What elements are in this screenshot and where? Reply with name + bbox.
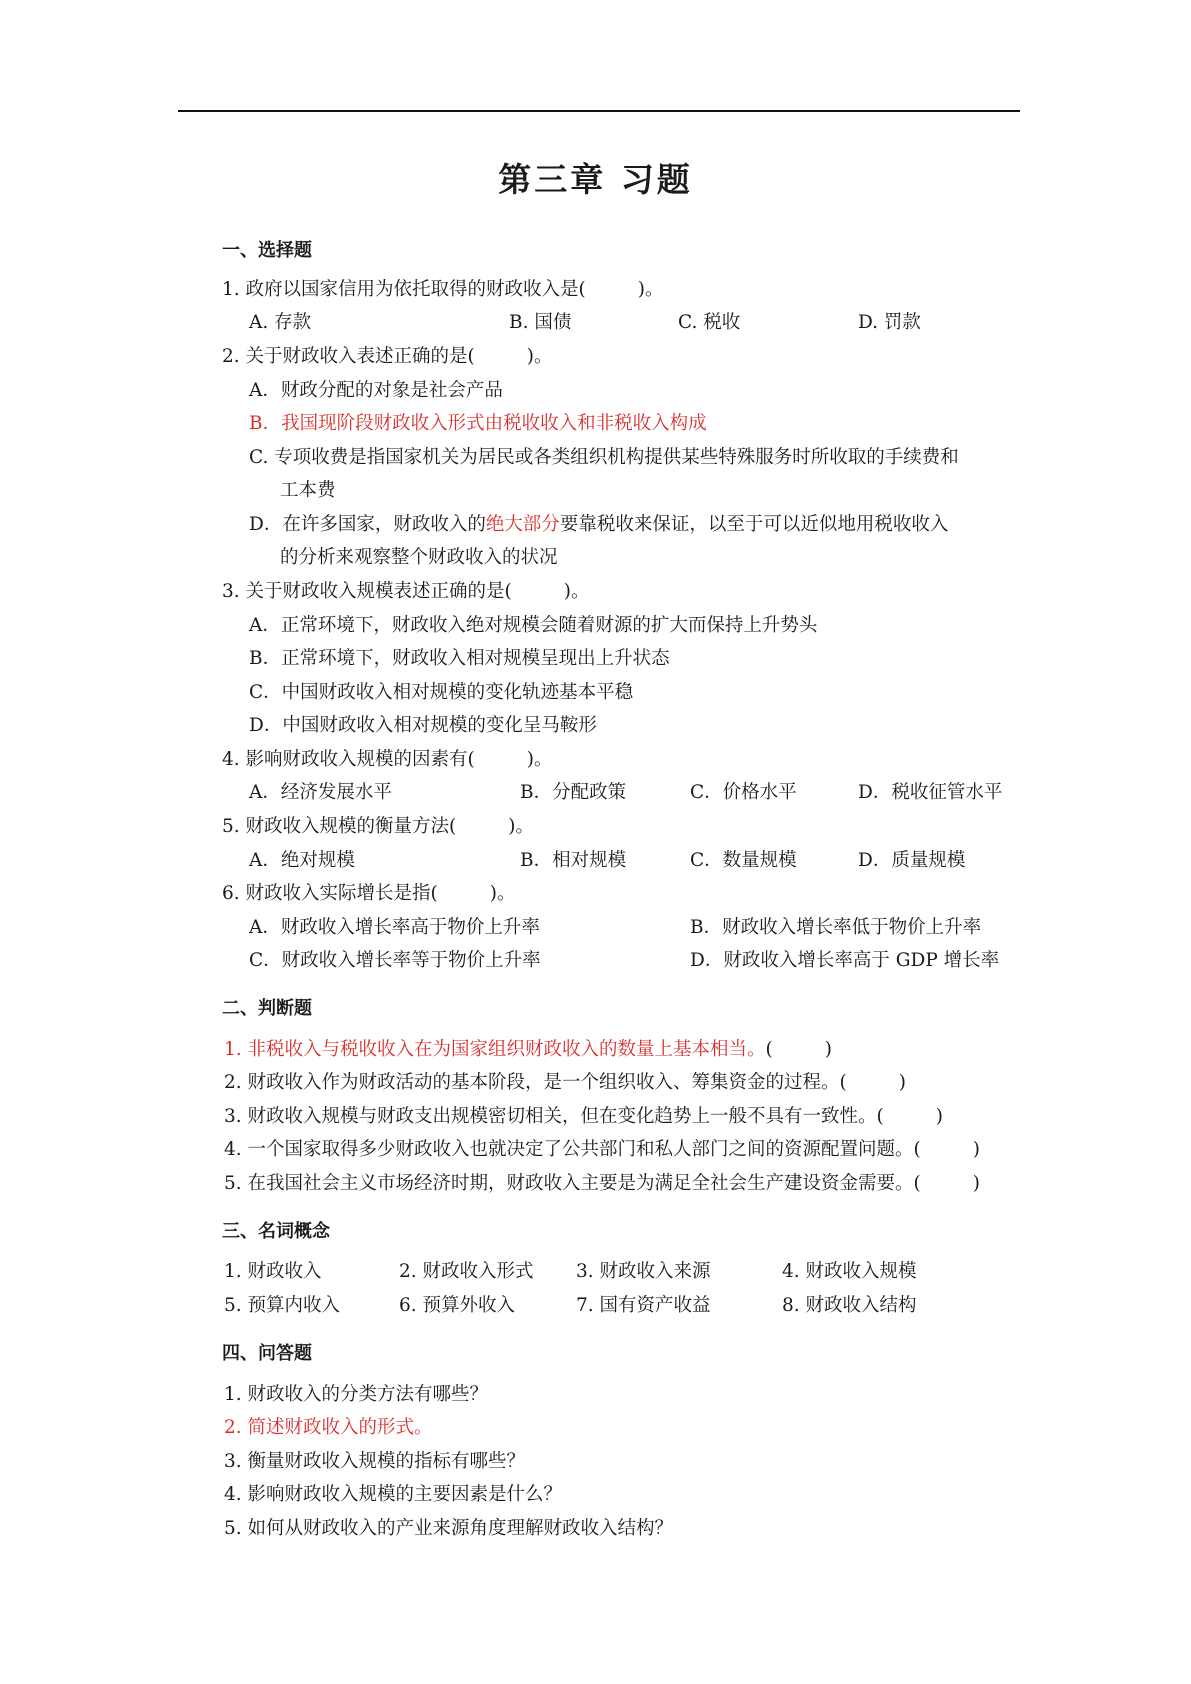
choice-q5-option-c: C．数量规模: [690, 850, 797, 871]
qa-item-2: 2. 简述财政收入的形式。: [224, 1417, 433, 1438]
qa-item-1: 1. 财政收入的分类方法有哪些？: [224, 1384, 489, 1405]
section-heading-choice: 一、选择题: [222, 240, 312, 261]
term-item: 3. 财政收入来源: [576, 1261, 711, 1282]
choice-q6-option-b: B．财政收入增长率低于物价上升率: [690, 917, 982, 938]
qa-item-4: 4. 影响财政收入规模的主要因素是什么？: [224, 1484, 563, 1505]
choice-q2-option-d-cont: 的分析来观察整个财政收入的状况: [280, 547, 558, 568]
choice-q3-option-a: A．正常环境下，财政收入绝对规模会随着财源的扩大而保持上升势头: [249, 615, 818, 636]
choice-q2-stem: 2. 关于财政收入表述正确的是( )。: [222, 346, 553, 367]
judge-item-2: 2. 财政收入作为财政活动的基本阶段，是一个组织收入、筹集资金的过程。( ): [224, 1072, 906, 1093]
header-rule: [178, 110, 1020, 112]
judge-item-1: 1. 非税收入与税收收入在为国家组织财政收入的数量上基本相当。( ): [224, 1039, 832, 1060]
term-item: 2. 财政收入形式: [399, 1261, 534, 1282]
page-title: 第三章 习题: [498, 160, 693, 199]
choice-q4-stem: 4. 影响财政收入规模的因素有( )。: [222, 749, 553, 770]
choice-q5-option-b: B．相对规模: [520, 850, 627, 871]
choice-q3-option-d: D．中国财政收入相对规模的变化呈马鞍形: [249, 715, 597, 736]
choice-q4-option-c: C．价格水平: [690, 782, 797, 803]
choice-q4-option-a: A．经济发展水平: [249, 782, 392, 803]
judge-item-4: 4. 一个国家取得多少财政收入也就决定了公共部门和私人部门之间的资源配置问题。( ): [224, 1139, 980, 1160]
term-item: 8. 财政收入结构: [782, 1295, 917, 1316]
choice-q2-option-d: D．在许多国家，财政收入的绝大部分要靠税收来保证，以至于可以近似地用税收收入: [249, 514, 949, 535]
term-item: 1. 财政收入: [224, 1261, 322, 1282]
choice-q3-option-c: C．中国财政收入相对规模的变化轨迹基本平稳: [249, 682, 634, 703]
choice-q5-option-a: A．绝对规模: [249, 850, 355, 871]
choice-q4-option-d: D．税收征管水平: [858, 782, 1003, 803]
choice-q3-option-b: B．正常环境下，财政收入相对规模呈现出上升状态: [249, 648, 670, 669]
qa-item-3: 3. 衡量财政收入规模的指标有哪些？: [224, 1451, 526, 1472]
choice-q2-option-c: C. 专项收费是指国家机关为居民或各类组织机构提供某些特殊服务时所收取的手续费和: [249, 447, 959, 468]
choice-q1-option-a: A. 存款: [249, 312, 312, 333]
choice-q4-option-b: B．分配政策: [520, 782, 627, 803]
judge-item-3: 3. 财政收入规模与财政支出规模密切相关，但在变化趋势上一般不具有一致性。( ): [224, 1106, 943, 1127]
choice-q2-option-b: B．我国现阶段财政收入形式由税收收入和非税收入构成: [249, 413, 707, 434]
choice-q6-option-d: D．财政收入增长率高于 GDP 增长率: [690, 950, 1000, 971]
choice-q1-option-b: B. 国债: [509, 312, 572, 333]
choice-q2-option-c-cont: 工本费: [280, 480, 336, 501]
section-heading-qa: 四、问答题: [222, 1343, 312, 1364]
choice-q1-option-d: D. 罚款: [858, 312, 921, 333]
term-item: 7. 国有资产收益: [576, 1295, 711, 1316]
choice-q5-option-d: D．质量规模: [858, 850, 966, 871]
judge-item-5: 5. 在我国社会主义市场经济时期，财政收入主要是为满足全社会生产建设资金需要。( ): [224, 1173, 980, 1194]
term-item: 6. 预算外收入: [399, 1295, 516, 1316]
highlight-text: 绝大部分: [485, 514, 560, 535]
choice-q6-stem: 6. 财政收入实际增长是指( )。: [222, 883, 516, 904]
choice-q6-option-c: C．财政收入增长率等于物价上升率: [249, 950, 541, 971]
choice-q6-option-a: A．财政收入增长率高于物价上升率: [249, 917, 540, 938]
section-heading-judge: 二、判断题: [222, 998, 312, 1019]
term-item: 5. 预算内收入: [224, 1295, 341, 1316]
choice-q1-option-c: C. 税收: [678, 312, 741, 333]
choice-q1-stem: 1. 政府以国家信用为依托取得的财政收入是( )。: [222, 279, 664, 300]
choice-q5-stem: 5. 财政收入规模的衡量方法( )。: [222, 816, 534, 837]
choice-q3-stem: 3. 关于财政收入规模表述正确的是( )。: [222, 581, 590, 602]
qa-item-5: 5. 如何从财政收入的产业来源角度理解财政收入结构？: [224, 1518, 674, 1539]
choice-q2-option-a: A．财政分配的对象是社会产品: [249, 380, 503, 401]
term-item: 4. 财政收入规模: [782, 1261, 917, 1282]
section-heading-terms: 三、名词概念: [222, 1221, 330, 1242]
